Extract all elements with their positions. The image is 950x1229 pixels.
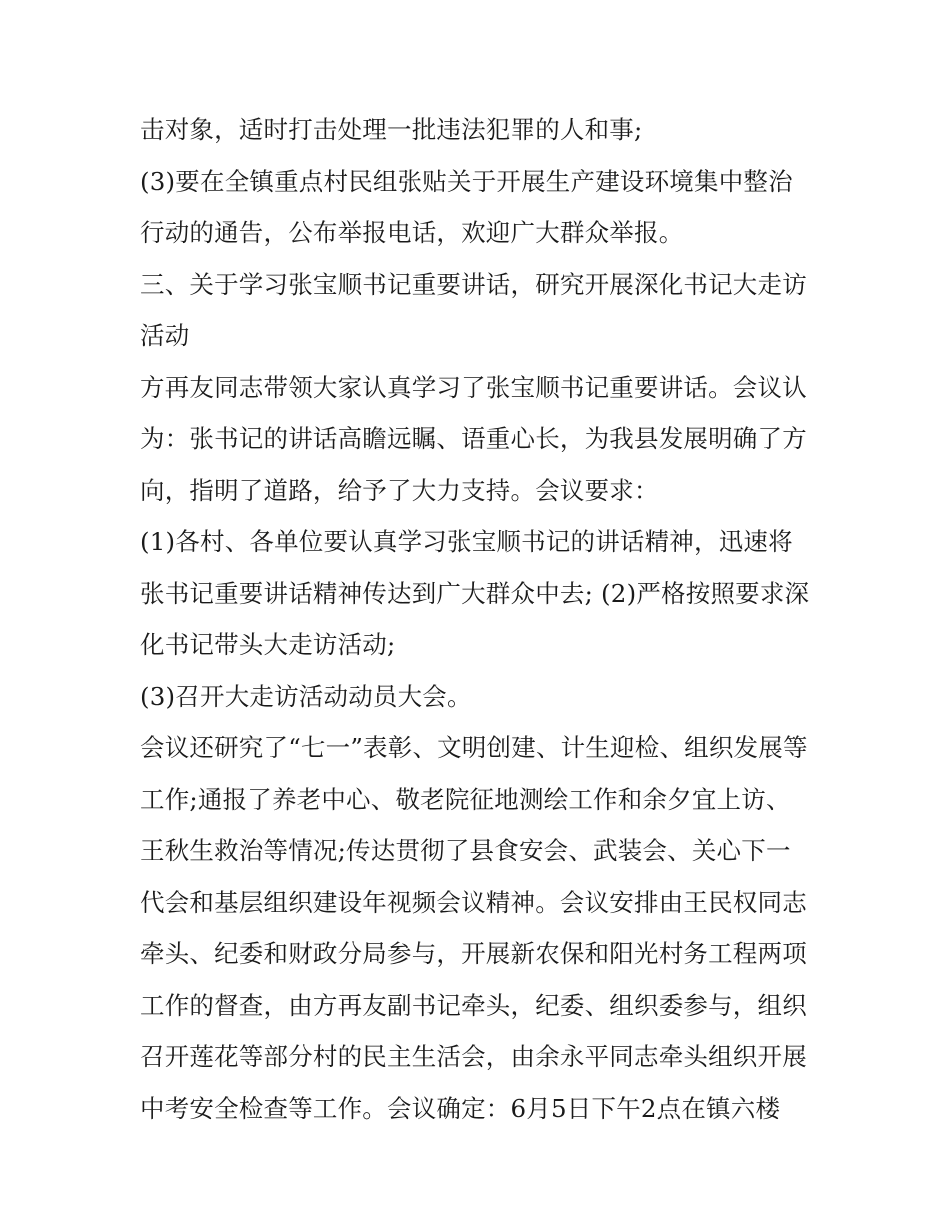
text-line: 工作的督查，由方再友副书记牵头，纪委、组织委参与，组织 bbox=[140, 990, 807, 1020]
text-line: 中考安全检查等工作。会议确定：6月5日下午2点在镇六楼 bbox=[140, 1093, 781, 1123]
text-line: 击对象，适时打击处理一批违法犯罪的人和事; bbox=[140, 115, 643, 144]
text-line: 王秋生救治等情况;传达贯彻了县食安会、武装会、关心下一 bbox=[140, 836, 791, 865]
text-line: 工作;通报了养老中心、敬老院征地测绘工作和余夕宜上访、 bbox=[140, 784, 791, 814]
text-line: 方再友同志带领大家认真学习了张宝顺书记重要讲话。会议认 bbox=[140, 372, 807, 402]
text-line: (3)要在全镇重点村民组张贴关于开展生产建设环境集中整治 bbox=[140, 166, 793, 196]
text-line: 会议还研究了“七一”表彰、文明创建、计生迎检、组织发展等 bbox=[140, 733, 808, 762]
text-line: 牵头、纪委和财政分局参与，开展新农保和阳光村务工程两项 bbox=[140, 939, 807, 968]
text-line: (1)各村、各单位要认真学习张宝顺书记的讲话精神，迅速将 bbox=[140, 527, 793, 556]
text-line: 向，指明了道路，给予了大力支持。会议要求： bbox=[140, 475, 659, 505]
document-body bbox=[140, 104, 820, 1134]
text-line: (3)召开大走访活动动员大会。 bbox=[140, 681, 472, 711]
text-line: 张书记重要讲话精神传达到广大群众中去; (2)严格按照要求深 bbox=[140, 578, 810, 608]
text-line: 召开莲花等部分村的民主生活会，由余永平同志牵头组织开展 bbox=[140, 1042, 807, 1071]
text-line: 为：张书记的讲话高瞻远瞩、语重心长，为我县发展明确了方 bbox=[140, 424, 807, 453]
section-heading-line: 三、关于学习张宝顺书记重要讲话，研究开展深化书记大走访 bbox=[140, 269, 807, 299]
text-line: 行动的通告，公布举报电话，欢迎广大群众举报。 bbox=[140, 218, 684, 247]
text-line: 代会和基层组织建设年视频会议精神。会议安排由王民权同志 bbox=[140, 887, 807, 917]
text-line: 化书记带头大走访活动; bbox=[140, 630, 396, 659]
section-heading-line: 活动 bbox=[140, 321, 190, 350]
